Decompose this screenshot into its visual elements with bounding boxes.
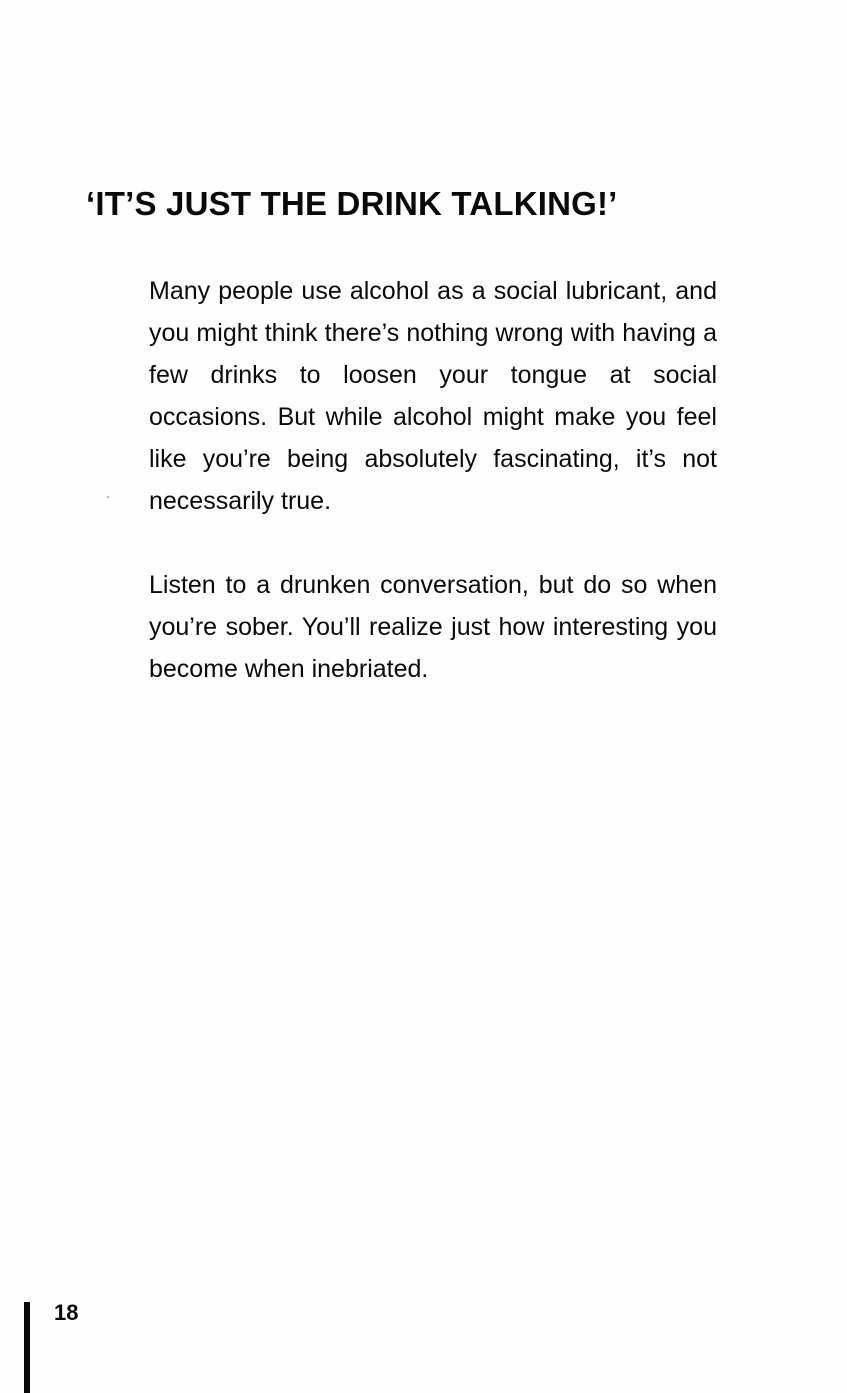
body-text xyxy=(149,270,717,732)
print-speck xyxy=(107,496,109,498)
paragraph-1: Many people use alcohol as a social lubricant, and you might think there’s nothing wrong with having a few drinks to loosen your tongue at social occasions. But while alcohol might make you feel like you’re being absolutely fascinating, it’s not necessarily true. xyxy=(149,277,717,515)
section-heading: ‘IT’S JUST THE DRINK TALKING!’ xyxy=(86,185,618,222)
paragraph-2: Listen to a drunken conversation, but do so when you’re sober. You’ll realize just how interesting you become when inebriated. xyxy=(149,571,717,683)
folio-bar xyxy=(24,1302,30,1393)
page-number: 18 xyxy=(54,1300,79,1325)
